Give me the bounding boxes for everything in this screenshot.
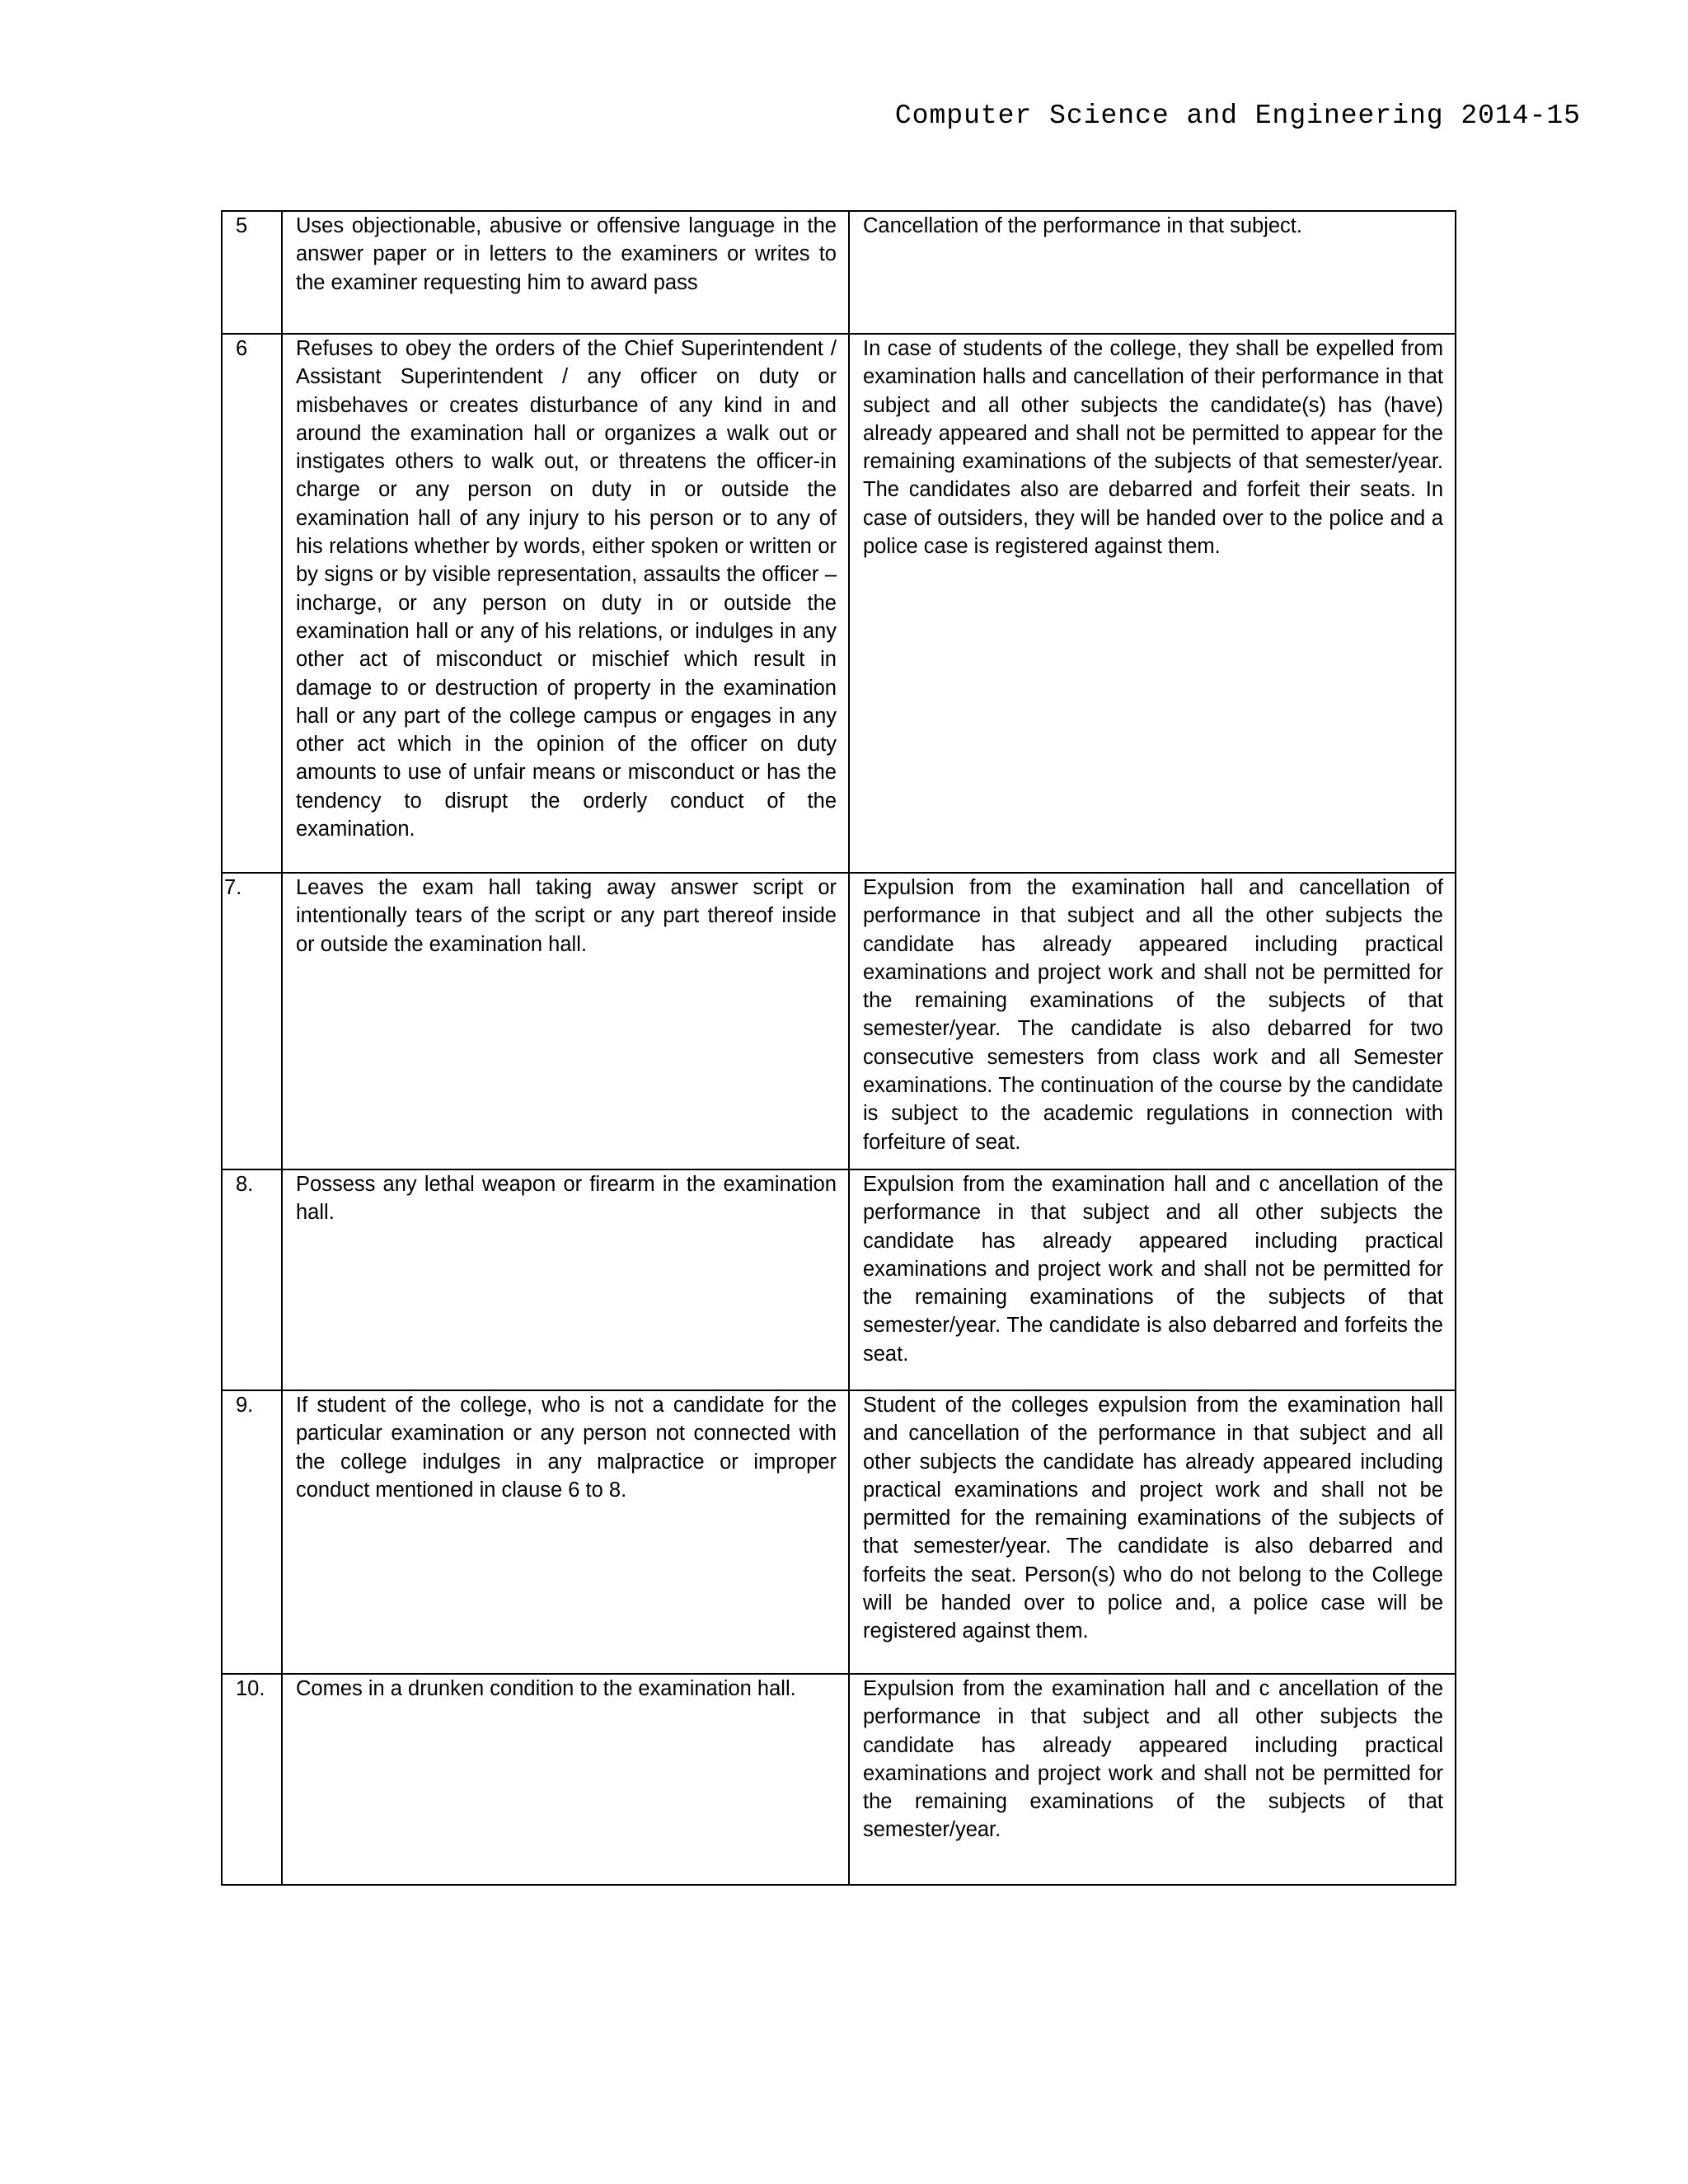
punishment-cell: Expulsion from the examination hall and cancellation of performance in that subject and all the other subjects the candidate has already appeared including practical examinations and project work and shall not be permitted for the remaining examinations of the subjects of that semester/year. The candidate is also debarred for two consecutive semesters from class work and all Semester examinations. The continuation of the course by the candidate is subject to the academic regulations in connection with forfeiture of seat. [849,873,1456,1169]
row-number: 10. [222,1674,282,1885]
offence-cell: Comes in a drunken condition to the examination hall. [282,1674,849,1885]
row-number: 6 [222,334,282,873]
table-row [222,1390,1456,1674]
offence-cell: Uses objectionable, abusive or offensive language in the answer paper or in letters to the examiners or writes to the examiner requesting him to award pass [282,211,849,334]
punishment-cell: Expulsion from the examination hall and c ancellation of the performance in that subject and all other subjects the candidate has already appeared including practical examinations and project work and shall not be permitted for the remaining examinations of the subjects of that semester/year. The candidate is also debarred and forfeits the seat. [849,1169,1456,1390]
table-row [222,1674,1456,1885]
punishment-cell: Expulsion from the examination hall and c ancellation of the performance in that subject and all other subjects the candidate has already appeared including practical examinations and project work and shall not be permitted for the remaining examinations of the subjects of that semester/year. [849,1674,1456,1885]
punishment-cell: Cancellation of the performance in that subject. [849,211,1456,334]
offence-cell: If student of the college, who is not a candidate for the particular examination or any person not connected with the college indulges in any malpractice or improper conduct mentioned in clause 6 to 8. [282,1390,849,1674]
row-number: 7. [222,873,282,1169]
row-number: 9. [222,1390,282,1674]
page-header: Computer Science and Engineering 2014-15 [894,101,1581,131]
offence-cell: Leaves the exam hall taking away answer script or intentionally tears of the script or any part thereof inside or outside the examination hall. [282,873,849,1169]
offence-cell: Possess any lethal weapon or firearm in the examination hall. [282,1169,849,1390]
table-row [222,334,1456,873]
row-number: 8. [222,1169,282,1390]
punishment-cell: In case of students of the college, they shall be expelled from examination halls and cancellation of their performance in that subject and all other subjects the candidate(s) has (have) already appeared and shall not be permitted to appear for the remaining examinations of the subjects of that semester/year. The candidates also are debarred and forfeit their seats. In case of outsiders, they will be handed over to the police and a police case is registered against them. [849,334,1456,873]
table-row [222,1169,1456,1390]
row-number: 5 [222,211,282,334]
malpractice-rules-table [221,210,1456,1886]
punishment-cell: Student of the colleges expulsion from the examination hall and cancellation of the performance in that subject and all other subjects the candidate has already appeared including practical examinations and project work and shall not be permitted for the remaining examinations of the subjects of that semester/year. The candidate is also debarred and forfeits the seat. Person(s) who do not belong to the College will be handed over to police and, a police case will be registered against them. [849,1390,1456,1674]
offence-cell: Refuses to obey the orders of the Chief Superintendent / Assistant Superintendent / any officer on duty or misbehaves or creates disturbance of any kind in and around the examination hall or organizes a walk out or instigates others to walk out, or threatens the officer-in charge or any person on duty in or outside the examination hall of any injury to his person or to any of his relations whether by words, either spoken or written or by signs or by visible representation, assaults the officer – incharge, or any person on duty in or outside the examination hall or any of his relations, or indulges in any other act of misconduct or mischief which result in damage to or destruction of property in the examination hall or any part of the college campus or engages in any other act which in the opinion of the officer on duty amounts to use of unfair means or misconduct or has the tendency to disrupt the orderly conduct of the examination. [282,334,849,873]
table-row [222,211,1456,334]
table-row [222,873,1456,1169]
